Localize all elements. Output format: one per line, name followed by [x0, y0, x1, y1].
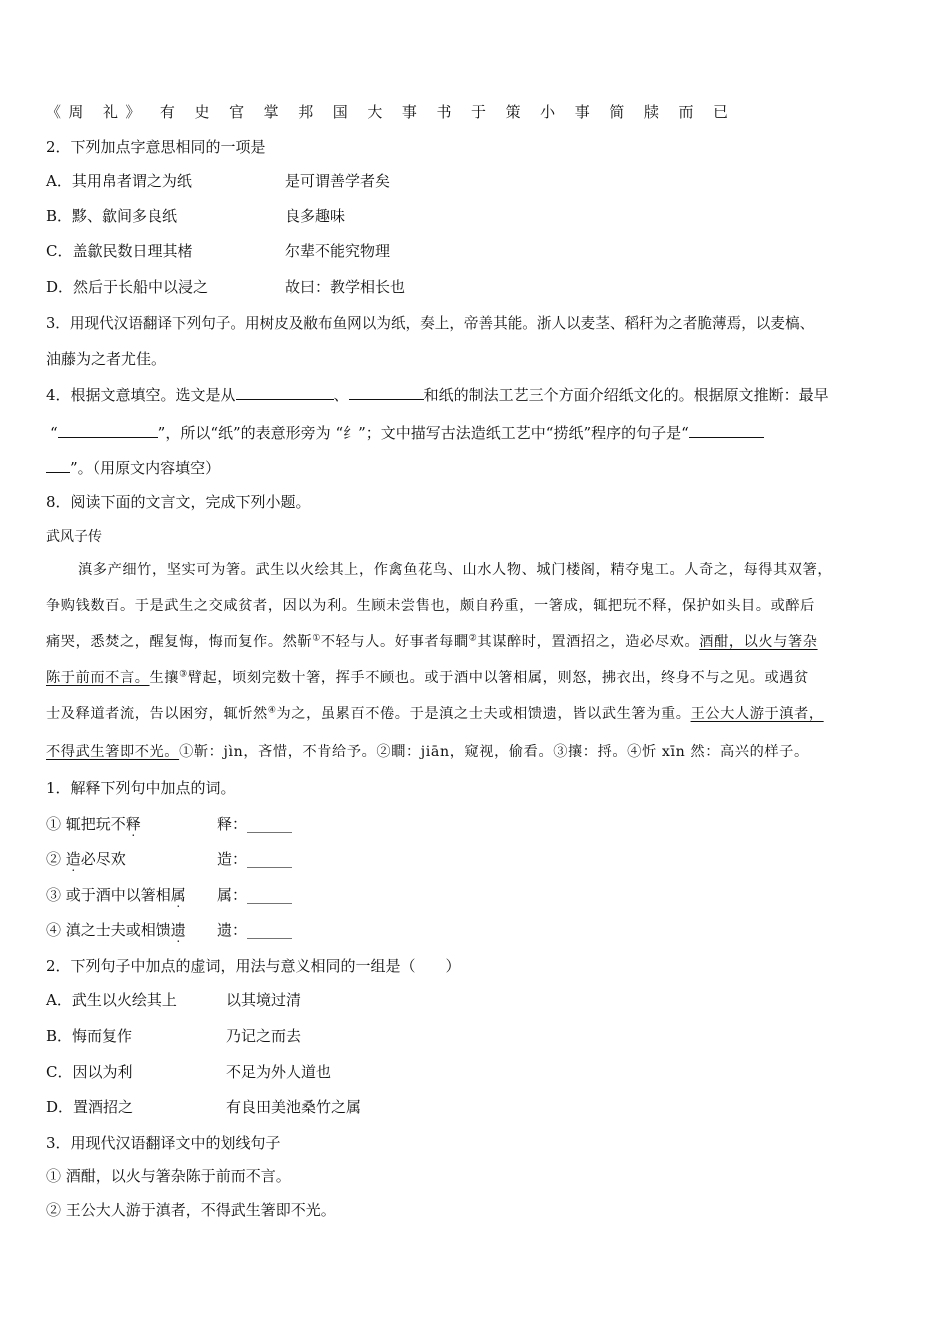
option-compare: 乃记之而去: [226, 1027, 302, 1045]
q2-stem: 2．下列加点字意思相同的一项是: [46, 138, 266, 156]
q3-line-1: 3．用现代汉语翻译下列句子。用树皮及敝布鱼网以为纸，奏上，帝善其能。浙人以麦茎、稻秆为之者脆薄焉，以麦槁、: [46, 315, 815, 332]
footnote-mark: ②: [468, 633, 478, 644]
passage-text: 痛哭，悉焚之，醒复悔，悔而复作。然靳: [46, 634, 313, 650]
fill-blank[interactable]: [689, 422, 764, 438]
passage-title: 武风子传: [46, 529, 102, 545]
q4-text: ”。（用原文内容填空）: [70, 459, 221, 477]
dotted-character: 属: [170, 886, 186, 904]
option-compare: 不足为外人道也: [226, 1063, 332, 1081]
function-word-option-c: [46, 1062, 332, 1082]
function-word-option-a: [46, 990, 302, 1010]
vocab-text: ④ 滇之士夫或相馈: [46, 921, 171, 939]
passage-text: 士及释道者流，告以困穷，辄忻然: [46, 706, 268, 722]
option-compare: 故曰：教学相长也: [285, 278, 406, 296]
option-label: D．置酒招之: [46, 1098, 134, 1116]
q4-line-3: [46, 457, 220, 478]
dotted-character: 遗: [170, 921, 186, 939]
passage-text: 生攘: [149, 670, 180, 686]
passage-line-5: [46, 704, 824, 724]
vocab-answer-blank[interactable]: 造：______: [217, 850, 293, 868]
vocab-item: [46, 814, 293, 834]
underlined-sentence: 不得武生箸即不光。: [46, 744, 180, 760]
q8-stem: 8．阅读下面的文言文，完成下列小题。: [46, 493, 311, 511]
passage-line-1: 滇多产细竹，坚实可为箸。武生以火绘其上，作禽鱼花鸟、山水人物、城门楼阁，精夺鬼工。人奇之，每得其双箸，: [78, 562, 833, 578]
fill-blank[interactable]: [349, 384, 424, 400]
option-compare: 是可谓善学者矣: [285, 172, 391, 190]
option-label: A．其用帛者谓之为纸: [46, 172, 192, 190]
passage-line-2: 争购钱数百。于是武生之交咸贫者，因以为利。生顾未尝售也，颇自矜重，一箸成，辄把玩不释，保护如头目。或醉后: [46, 598, 815, 614]
footnote-mark: ③: [179, 669, 188, 680]
option-compare: 良多趣味: [285, 207, 346, 225]
underlined-sentence: 王公大人游于滇者，: [690, 706, 824, 722]
underlined-sentence: 陈于前而不言。: [46, 670, 150, 686]
passage-text: 臂起，顷刻完数十箸，挥手不顾也。或于酒中以箸相属，则怒，拂衣出，终身不与之见。或遇贫: [187, 670, 809, 686]
vocab-answer-blank[interactable]: 释：______: [217, 815, 293, 833]
option-label: C．因以为利: [46, 1063, 133, 1081]
q2-option-c: [46, 241, 391, 261]
q3-line-2: 油藤为之者尤佳。: [46, 350, 167, 368]
vocab-item: [46, 849, 293, 869]
option-compare: 有良田美池桑竹之属: [226, 1098, 362, 1116]
q2-option-b: [46, 206, 346, 226]
footnote-mark: ④: [267, 705, 277, 716]
function-word-stem: 2．下列句子中加点的虚词，用法与意义相同的一组是（ ）: [46, 957, 461, 975]
translation-stem: 3．用现代汉语翻译文中的划线句子: [46, 1134, 281, 1152]
vocab-item: [46, 920, 293, 940]
fill-blank[interactable]: [236, 384, 334, 400]
q4-text: ”，所以“纸”的表意形旁为 “纟”；文中描写古法造纸工艺中“捞纸”程序的句子是“: [157, 424, 689, 442]
option-label: D．然后于长船中以浸之: [46, 278, 209, 296]
footnote-mark: ①: [312, 633, 321, 644]
vocab-text: ②: [46, 850, 66, 868]
option-label: A．武生以火绘其上: [46, 991, 177, 1009]
passage-text: 其谋醉时，置酒招之，造必尽欢。: [477, 634, 700, 650]
underlined-sentence: 酒酣，以火与箸杂: [699, 634, 818, 650]
dotted-character: 造: [65, 850, 81, 868]
option-label: C．盖歙民数日理其楮: [46, 242, 193, 260]
vocab-item: [46, 885, 293, 905]
option-compare: 尔辈不能究物理: [285, 242, 391, 260]
vocab-text: 必尽欢: [80, 850, 126, 868]
translation-sentence-2: ② 王公大人游于滇者，不得武生箸即不光。: [46, 1201, 336, 1219]
q4-line-1: [46, 384, 829, 405]
q2-option-d: [46, 277, 406, 297]
q4-text: 、: [333, 386, 349, 404]
q2-option-a: [46, 171, 391, 191]
passage-text: 不轻与人。好事者每瞷: [320, 634, 469, 650]
option-label: B．黟、歙间多良纸: [46, 207, 178, 225]
passage-line-3: [46, 632, 818, 652]
passage-line-6: [46, 742, 809, 762]
passage-text: 为之，虽累百不倦。于是滇之士夫或相馈遗，皆以武生箸为重。: [276, 706, 691, 722]
quote-line: 《周 礼》 有 史 官 掌 邦 国 大 事 书 于 策 小 事 简 牍 而 已: [46, 103, 736, 121]
vocab-stem: 1．解释下列句中加点的词。: [46, 779, 236, 797]
vocab-text: ① 辄把玩不: [46, 815, 126, 833]
option-label: B．悔而复作: [46, 1027, 133, 1045]
q4-text: “: [50, 424, 58, 442]
dotted-character: 释: [125, 815, 141, 833]
function-word-option-b: [46, 1026, 302, 1046]
passage-line-4: [46, 668, 809, 688]
vocab-text: ③ 或于酒中以箸相: [46, 886, 171, 904]
q4-text: 和纸的制法工艺三个方面介绍纸文化的。根据原文推断：最早: [423, 386, 829, 404]
q4-line-2: [50, 422, 764, 443]
vocab-answer-blank[interactable]: 属：______: [217, 886, 293, 904]
fill-blank[interactable]: [58, 422, 158, 438]
function-word-option-d: [46, 1097, 362, 1117]
footnotes: ①靳：jìn，吝惜，不肯给予。②瞷：jiān，窥视，偷看。③攘：捋。④忻 xīn 然：高兴的样子。: [179, 744, 809, 760]
vocab-answer-blank[interactable]: 遗：______: [217, 921, 293, 939]
option-compare: 以其境过清: [226, 991, 302, 1009]
q4-text: 4．根据文意填空。选文是从: [46, 386, 236, 404]
translation-sentence-1: ① 酒酣，以火与箸杂陈于前而不言。: [46, 1167, 291, 1185]
fill-blank[interactable]: [46, 457, 70, 473]
